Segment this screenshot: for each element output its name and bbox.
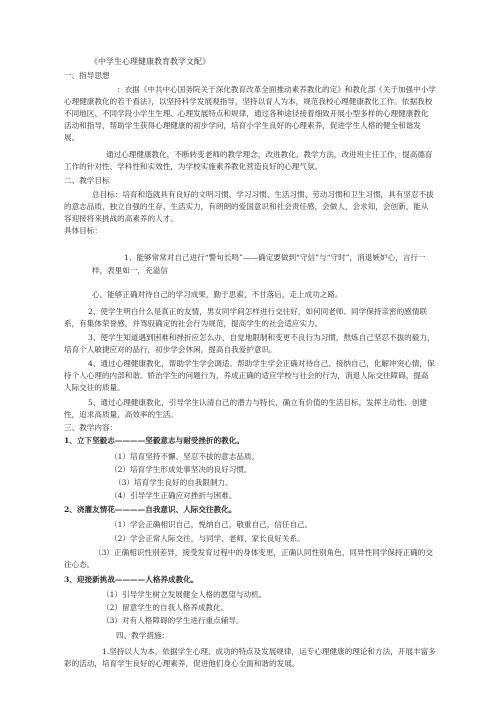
content-group-2-item-3: （3）正确相识性别差异，接受发育过程中的身体变更，正确认同性别角色，同异性同学保持正确的交往心态。: [64, 548, 433, 569]
specific-goal-3: 3、使学生知道遇到困难和挫折应怎么办，自觉地限制和变更不良行为习惯，熬炼自己坚忍不拔的毅力，培育个人敏捷应对的品行，初步学会休闲，提高自我爱护意识。: [64, 333, 435, 354]
content-group-3-item-1: （1）引导学生树立发展健全人格的愿望与动机。: [102, 590, 267, 599]
content-group-1-item-3: （3）培育学生良好的自我限制力。: [114, 478, 233, 487]
guiding-ideology-paragraph-1: ：衣据《中共中心国务院关于深化教育改革全面推动素养教化的定》和教化部《关于加强中小学心理健康教化的若干看法》，以坚持科学发展观指导，坚持以育人为本，规范我校心理健康教化工作。依据我校不同地区、不同学段小学生生理、心理发展特点和规律，通过各种途径接着细致开展小型多样的心理健康教化活动和指导，帮助学生获得心理健康的初步学问，培育小学生良好的心理素养，促进学生人格的健全和谐发展。: [64, 85, 436, 142]
document-title: 《中学生心理健康教育教学文配》: [90, 57, 210, 66]
content-group-3-item-2: （2）留意学生的自我人格养成教化。: [102, 603, 229, 612]
content-group-2-item-2: （2）学会正常人际交往，与同学、老师、家长良好关系。: [110, 534, 305, 543]
content-group-3-heading: 3、迎接新挑战————人格养成教化。: [64, 575, 199, 584]
section-heading-guiding-ideology: 一、指导思想: [64, 71, 110, 80]
section-heading-teaching-goals: 二、教学目标: [64, 176, 110, 185]
overall-goal-paragraph: 总目标：培育和造就具有良好的文明习惯、学习习惯、生活习惯、劳动习惯和卫生习惯，具有坚忍不拔的意志品质，独立自强的生存、生活实力，有朗朗的爱国意识和社会责任感，会做人，会求知，会创新，能从容迎接将来挑战的高素养的人才。: [64, 190, 434, 223]
section-heading-teaching-content: 三、教学内容：: [64, 423, 118, 432]
content-group-2-heading: 2、浇灌友情花————自我意识、人际交往教化。: [64, 505, 237, 514]
content-group-1-item-2: （2）培育学生形成处事坚决的良好习惯。: [110, 465, 252, 474]
specific-goals-label: 具体目标：: [64, 226, 102, 235]
specific-goal-1-continued: 心，能够正确对待自己的学习成果，勤于思索，不甘落后，走上成功之路。: [92, 290, 343, 299]
content-group-1-heading: 1、立下坚毅志————坚毅意志与耐受挫折的教化。: [64, 436, 244, 445]
content-group-2-item-1: （1）学会正确相识自己，悦纳自己，敬重自己，信任自己。: [110, 520, 313, 529]
content-group-1-item-4: （4）引导学生正确应对挫折与困难。: [110, 491, 237, 500]
content-group-1-item-1: （1）培育坚持不懈、坚忍不拔的意志品质。: [110, 452, 260, 461]
section-heading-teaching-measures: 四、教学措施：: [116, 631, 170, 640]
specific-goal-4: 4、通过心理健康教化，帮助学生学会调适。帮助学生学会正确对待自己、接纳自己，化解冲突心情，保持个人心理的内部和谐。娇治学生的问题行为，养成正确的适应学校与社会的行为，消退人际交往障碍，提高人际交往的质量。: [64, 359, 435, 392]
measure-1: 1.坚持以人为本，依据学生心理、成功的特点及发展规律，运专心理健康的理论和方法，开展丰富多彩的活动，培育学生良好的心理素养，促进他们身心全面和谐的发展。: [64, 647, 436, 668]
guiding-ideology-paragraph-2: 通过心理健康教化，不断转变老师的教学理念，改进教化、教学方法，改进班主任工作，提高德育工作的针对性、学科性和实效性，为学校实施素养教化营造良好的心理气氛。: [64, 150, 433, 171]
specific-goal-5: 5、通过心理健康教化，引导学生认清自己的潜力与特长，确立有价值的生活目标，发挥主动性、创建性，追求高质量、高效率的生活。: [64, 398, 427, 419]
content-group-3-item-3: （3）对有人格障碍的学生进行重点辅导。: [102, 616, 244, 625]
specific-goal-2: 2、使学生明白什么是真正的友情，男女同学间怎样进行交往好，如何同老师、同学保持亲密的感情联系，有集体荣誉感，并驾驭确定的社会行为规范，提高学生的社会适应实力。: [64, 307, 427, 328]
specific-goal-1: 1、能够常常对自己进行“警句长鸣”——确定要做到“守信”与“守时”，消退嫉妒心，言行一样，表里如一，充溢信: [92, 253, 426, 275]
